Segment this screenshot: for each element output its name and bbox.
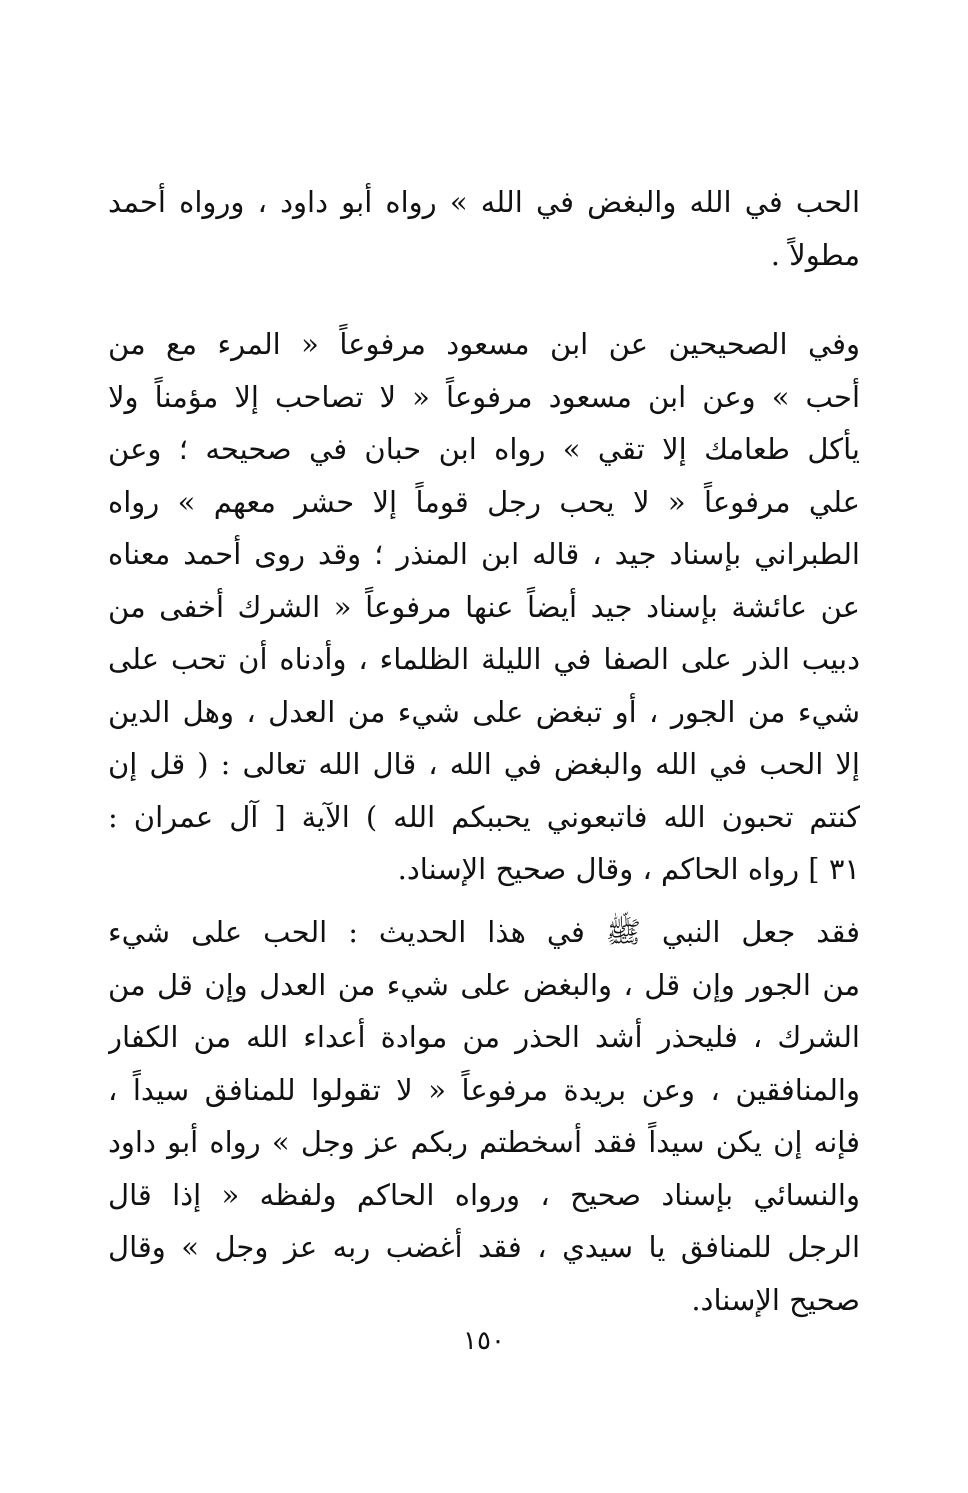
paragraph-2 xyxy=(108,318,860,896)
text-line: ٣١ ] رواه الحاكم ، وقال صحيح الإسناد. xyxy=(397,852,860,886)
text-line: والمنافقين ، وعن بريدة مرفوعاً « لا تقولوا للمنافق سيداً ، xyxy=(108,1072,860,1107)
text-line: والنسائي بإسناد صحيح ، ورواه الحاكم ولفظه « إذا قال xyxy=(108,1177,860,1212)
text-line: عن عائشة بإسناد جيد أيضاً عنها مرفوعاً « الشرك أخفى من xyxy=(108,589,860,624)
text-line: فإنه إن يكن سيداً فقد أسخطتم ربكم عز وجل » رواه أبو داود xyxy=(108,1125,860,1159)
text-line: صحيح الإسناد. xyxy=(691,1282,860,1317)
text-line: مطولاً . xyxy=(770,237,860,272)
text-line: كنتم تحبون الله فاتبعوني يحببكم الله ) الآية [ آل عمران : xyxy=(108,799,860,834)
text-line: الشرك ، فليحذر أشد الحذر من موادة أعداء الله من الكفار xyxy=(108,1020,860,1054)
text-line: يأكل طعامك إلا تقي » رواه ابن حبان في صحيحه ؛ وعن xyxy=(108,432,860,466)
text-line: من الجور وإن قل ، والبغض على شيء من العدل وإن قل من xyxy=(108,967,860,1002)
text-line: الحب في الله والبغض في الله » رواه أبو داود ، ورواه أحمد xyxy=(108,185,860,219)
paragraph-3 xyxy=(108,906,860,1326)
text-line: فقد جعل النبي ﷺ في هذا الحديث : الحب على شيء xyxy=(108,915,860,949)
text-line: أحب » وعن ابن مسعود مرفوعاً « لا تصاحب إلا مؤمناً ولا xyxy=(108,379,860,414)
page-number: ١٥٠ xyxy=(463,1326,505,1356)
text-line: الطبراني بإسناد جيد ، قاله ابن المنذر ؛ وقد روى أحمد معناه xyxy=(108,537,860,571)
text-line: شيء من الجور ، أو تبغض على شيء من العدل ، وهل الدين xyxy=(108,694,860,729)
text-line: إلا الحب في الله والبغض في الله ، قال الله تعالى : ( قل إن xyxy=(108,747,860,781)
text-line: دبيب الذر على الصفا في الليلة الظلماء ، وأدناه أن تحب على xyxy=(108,642,860,676)
text-line: الرجل للمنافق يا سيدي ، فقد أغضب ربه عز وجل » وقال xyxy=(108,1230,860,1264)
paragraph-1 xyxy=(108,176,860,281)
text-line: علي مرفوعاً « لا يحب رجل قوماً إلا حشر معهم » رواه xyxy=(108,484,860,519)
text-line: وفي الصحيحين عن ابن مسعود مرفوعاً « المرء مع من xyxy=(108,327,860,361)
